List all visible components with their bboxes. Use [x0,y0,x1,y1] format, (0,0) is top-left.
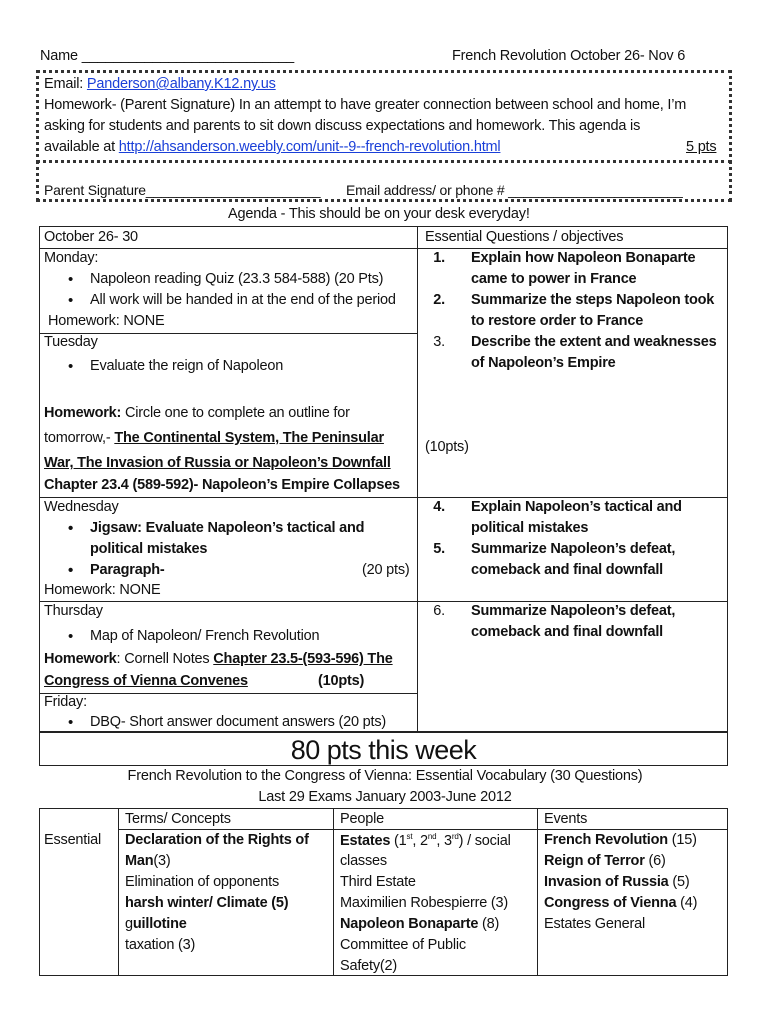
term: guillotine [125,916,187,932]
event: Congress of Vienna (4) [544,895,698,911]
vocab-subtitle: Last 29 Exams January 2003-June 2012 [258,789,512,805]
friday-label: Friday: [44,694,87,710]
person-cont: Safety(2) [340,958,398,974]
tuesday-label: Tuesday [44,334,98,350]
tuesday-homework-line1: Homework: Circle one to complete an outline for [44,405,350,421]
thursday-item: • Map of Napoleon/ French Revolution [90,628,319,644]
notice-line-1: Homework- (Parent Signature) In an attempt to have greater connection between school and home, I’m [44,97,687,113]
term: taxation (3) [125,937,196,953]
wednesday-label: Wednesday [44,499,119,515]
term-cont: Man(3) [125,853,171,869]
person: Napoleon Bonaparte (8) [340,916,500,932]
objectives-header: Essential Questions / objectives [425,229,624,245]
term: harsh winter/ Climate (5) [125,895,289,911]
parent-signature-field[interactable]: Parent Signature_______________________ [44,182,321,198]
points-blank[interactable] [634,139,716,155]
person: Third Estate [340,874,416,890]
monday-label: Monday: [44,250,99,266]
wednesday-item: • Jigsaw: Evaluate Napoleon’s tactical and [90,520,364,536]
event: Invasion of Russia (5) [544,874,690,890]
unit-website-link[interactable]: http://ahsanderson.weebly.com/unit--9--french-revolution.html [118,139,501,155]
event: Estates General [544,916,645,932]
tuesday-item: • Evaluate the reign of Napoleon [90,358,283,374]
available-at-label: available at [44,139,119,155]
vocab-title: French Revolution to the Congress of Vienna: Essential Vocabulary (30 Questions) [127,768,643,784]
teacher-email-link[interactable]: Panderson@albany.K12.ny.us [86,76,276,92]
thursday-homework-line2: Congress of Vienna Convenes [44,673,248,689]
term: Elimination of opponents [125,874,279,890]
terms-header: Terms/ Concepts [125,811,231,827]
person: Committee of Public [340,937,466,953]
thursday-label: Thursday [44,603,103,619]
week-dates: October 26- 30 [44,229,138,245]
email-label: Email: [44,76,87,92]
tuesday-homework-line4: Chapter 23.4 (589-592)- Napoleon’s Empire Collapses [44,477,400,493]
wednesday-item: • Paragraph- [90,562,165,578]
row-label: Essential [44,832,102,848]
unit-title: French Revolution October 26- Nov 6 [452,48,686,64]
email-phone-field[interactable]: Email address/ or phone # _______________________ [346,182,683,198]
people-header: People [340,811,384,827]
tuesday-points: (10pts) [425,439,469,455]
name-line[interactable]: Name ___________________________ [40,48,295,64]
notice-line-3 [44,139,500,155]
monday-item: • All work will be handed in at the end of the period [90,292,396,308]
friday-item: • DBQ- Short answer document answers (20 pts) [90,714,386,730]
thursday-homework-line1: Homework: Cornell Notes Chapter 23.5-(593-596) The [44,651,393,667]
monday-item: • Napoleon reading Quiz (23.3 584-588) (20 Pts) [90,271,383,287]
wednesday-item-cont: political mistakes [90,541,208,557]
term: Declaration of the Rights of [125,832,309,848]
events-header: Events [544,811,588,827]
tuesday-homework-line3: War, The Invasion of Russia or Napoleon’s Downfall [44,455,391,471]
tuesday-homework-label: Homework: [44,405,122,421]
thursday-points: (10pts) [318,673,365,689]
person-cont: classes [340,853,387,869]
event: French Revolution (15) [544,832,697,848]
wednesday-points: (20 pts) [362,562,410,578]
event: Reign of Terror (6) [544,853,666,869]
notice-points: 5 pts [686,139,717,155]
agenda-caption: Agenda - This should be on your desk everyday! [228,206,530,222]
monday-homework: Homework: NONE [48,313,165,329]
person: Estates (1st, 2nd, 3rd) / social [340,832,511,849]
wednesday-homework: Homework: NONE [44,582,161,598]
person: Maximilien Robespierre (3) [340,895,509,911]
week-total: 80 pts this week [39,732,728,766]
notice-line-2: asking for students and parents to sit down discuss expectations and homework. This agenda is [44,118,641,134]
email-line [44,76,276,92]
tuesday-homework-line2: tomorrow,- The Continental System, The Peninsular [44,430,384,446]
